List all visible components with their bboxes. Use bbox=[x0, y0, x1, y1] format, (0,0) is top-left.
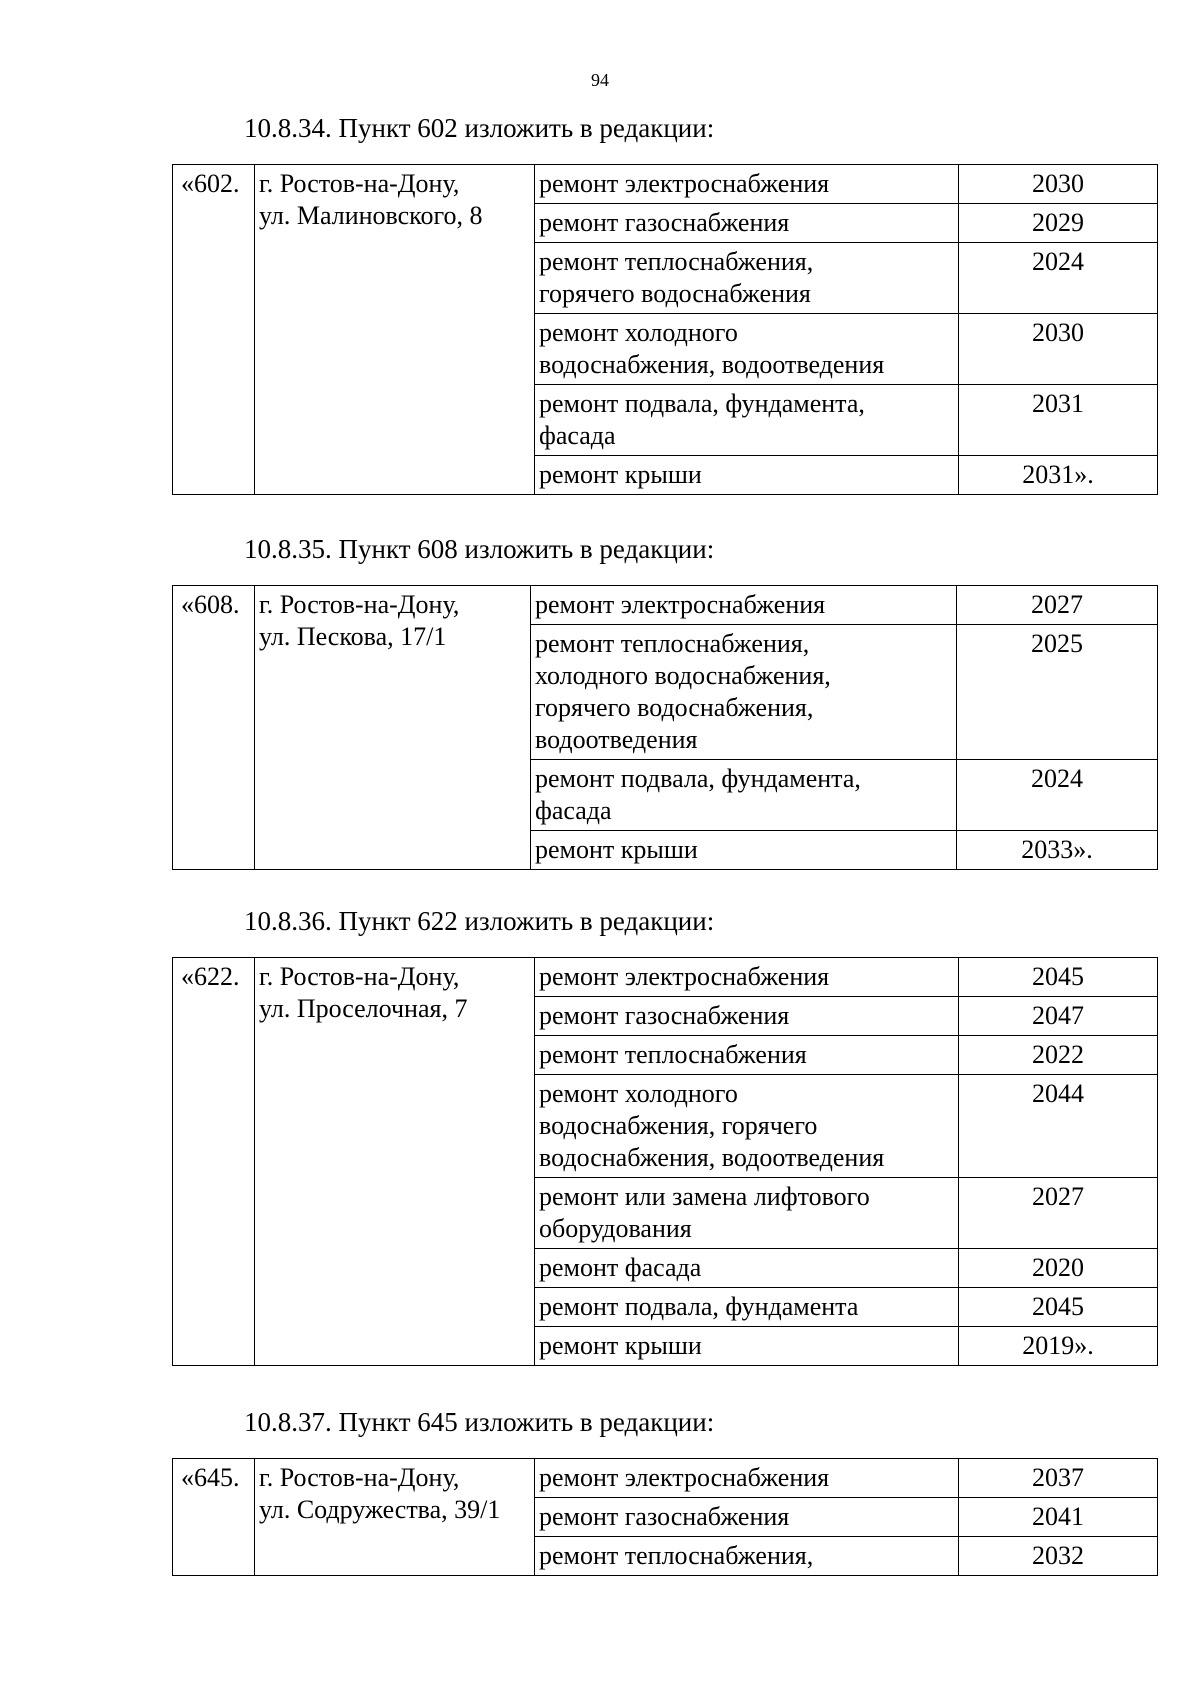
page-number: 94 bbox=[591, 70, 609, 90]
work-type: ремонт теплоснабжения, горячего водоснабжения bbox=[535, 243, 959, 314]
work-year: 2029 bbox=[959, 204, 1158, 243]
work-type: ремонт газоснабжения bbox=[535, 1498, 959, 1537]
work-type: ремонт холодного водоснабжения, водоотведения bbox=[535, 314, 959, 385]
work-type: ремонт подвала, фундамента, фасада bbox=[531, 760, 957, 831]
work-type: ремонт крыши bbox=[531, 831, 957, 870]
work-year: 2045 bbox=[959, 958, 1158, 997]
work-year: 2024 bbox=[959, 243, 1158, 314]
work-year: 2032 bbox=[959, 1537, 1158, 1576]
table-row bbox=[173, 165, 1158, 204]
work-year: 2025 bbox=[957, 625, 1158, 760]
work-type: ремонт электроснабжения bbox=[535, 165, 959, 204]
item-address: г. Ростов-на-Дону, ул. Проселочная, 7 bbox=[255, 958, 535, 1366]
item-address: г. Ростов-на-Дону, ул. Пескова, 17/1 bbox=[255, 586, 531, 870]
section-645 bbox=[172, 1406, 1157, 1576]
section-heading: 10.8.35. Пункт 608 изложить в редакции: bbox=[244, 534, 715, 564]
work-type: ремонт теплоснабжения, холодного водоснабжения, горячего водоснабжения, водоотведения bbox=[531, 625, 957, 760]
work-year: 2031». bbox=[959, 456, 1158, 495]
work-year: 2047 bbox=[959, 997, 1158, 1036]
record-table-602 bbox=[172, 164, 1158, 495]
item-number: «645. bbox=[173, 1459, 255, 1576]
record-table-645 bbox=[172, 1458, 1158, 1576]
section-heading: 10.8.37. Пункт 645 изложить в редакции: bbox=[244, 1407, 715, 1437]
work-type: ремонт холодного водоснабжения, горячего водоснабжения, водоотведения bbox=[535, 1075, 959, 1178]
item-address: г. Ростов-на-Дону, ул. Содружества, 39/1 bbox=[255, 1459, 535, 1576]
section-608 bbox=[172, 533, 1157, 870]
work-year: 2027 bbox=[959, 1178, 1158, 1249]
work-year: 2031 bbox=[959, 385, 1158, 456]
work-type: ремонт теплоснабжения, bbox=[535, 1537, 959, 1576]
work-year: 2019». bbox=[959, 1327, 1158, 1366]
table-row bbox=[173, 1459, 1158, 1498]
record-table-622 bbox=[172, 957, 1158, 1366]
section-heading: 10.8.34. Пункт 602 изложить в редакции: bbox=[244, 113, 715, 143]
work-type: ремонт электроснабжения bbox=[531, 586, 957, 625]
section-622 bbox=[172, 905, 1157, 1366]
work-year: 2044 bbox=[959, 1075, 1158, 1178]
work-type: ремонт электроснабжения bbox=[535, 958, 959, 997]
work-type: ремонт крыши bbox=[535, 1327, 959, 1366]
work-type: ремонт теплоснабжения bbox=[535, 1036, 959, 1075]
work-year: 2037 bbox=[959, 1459, 1158, 1498]
item-number: «622. bbox=[173, 958, 255, 1366]
work-year: 2024 bbox=[957, 760, 1158, 831]
work-type: ремонт подвала, фундамента, фасада bbox=[535, 385, 959, 456]
item-number: «602. bbox=[173, 165, 255, 495]
work-year: 2045 bbox=[959, 1288, 1158, 1327]
item-address: г. Ростов-на-Дону, ул. Малиновского, 8 bbox=[255, 165, 535, 495]
work-year: 2030 bbox=[959, 314, 1158, 385]
work-year: 2033». bbox=[957, 831, 1158, 870]
table-row bbox=[173, 958, 1158, 997]
work-year: 2027 bbox=[957, 586, 1158, 625]
work-type: ремонт электроснабжения bbox=[535, 1459, 959, 1498]
section-602 bbox=[172, 112, 1157, 495]
section-heading: 10.8.36. Пункт 622 изложить в редакции: bbox=[244, 906, 715, 936]
work-type: ремонт подвала, фундамента bbox=[535, 1288, 959, 1327]
work-year: 2022 bbox=[959, 1036, 1158, 1075]
work-type: ремонт газоснабжения bbox=[535, 204, 959, 243]
table-row bbox=[173, 586, 1158, 625]
work-type: ремонт газоснабжения bbox=[535, 997, 959, 1036]
record-table-608 bbox=[172, 585, 1158, 870]
work-type: ремонт крыши bbox=[535, 456, 959, 495]
work-year: 2041 bbox=[959, 1498, 1158, 1537]
item-number: «608. bbox=[173, 586, 255, 870]
work-type: ремонт фасада bbox=[535, 1249, 959, 1288]
work-type: ремонт или замена лифтового оборудования bbox=[535, 1178, 959, 1249]
work-year: 2020 bbox=[959, 1249, 1158, 1288]
work-year: 2030 bbox=[959, 165, 1158, 204]
